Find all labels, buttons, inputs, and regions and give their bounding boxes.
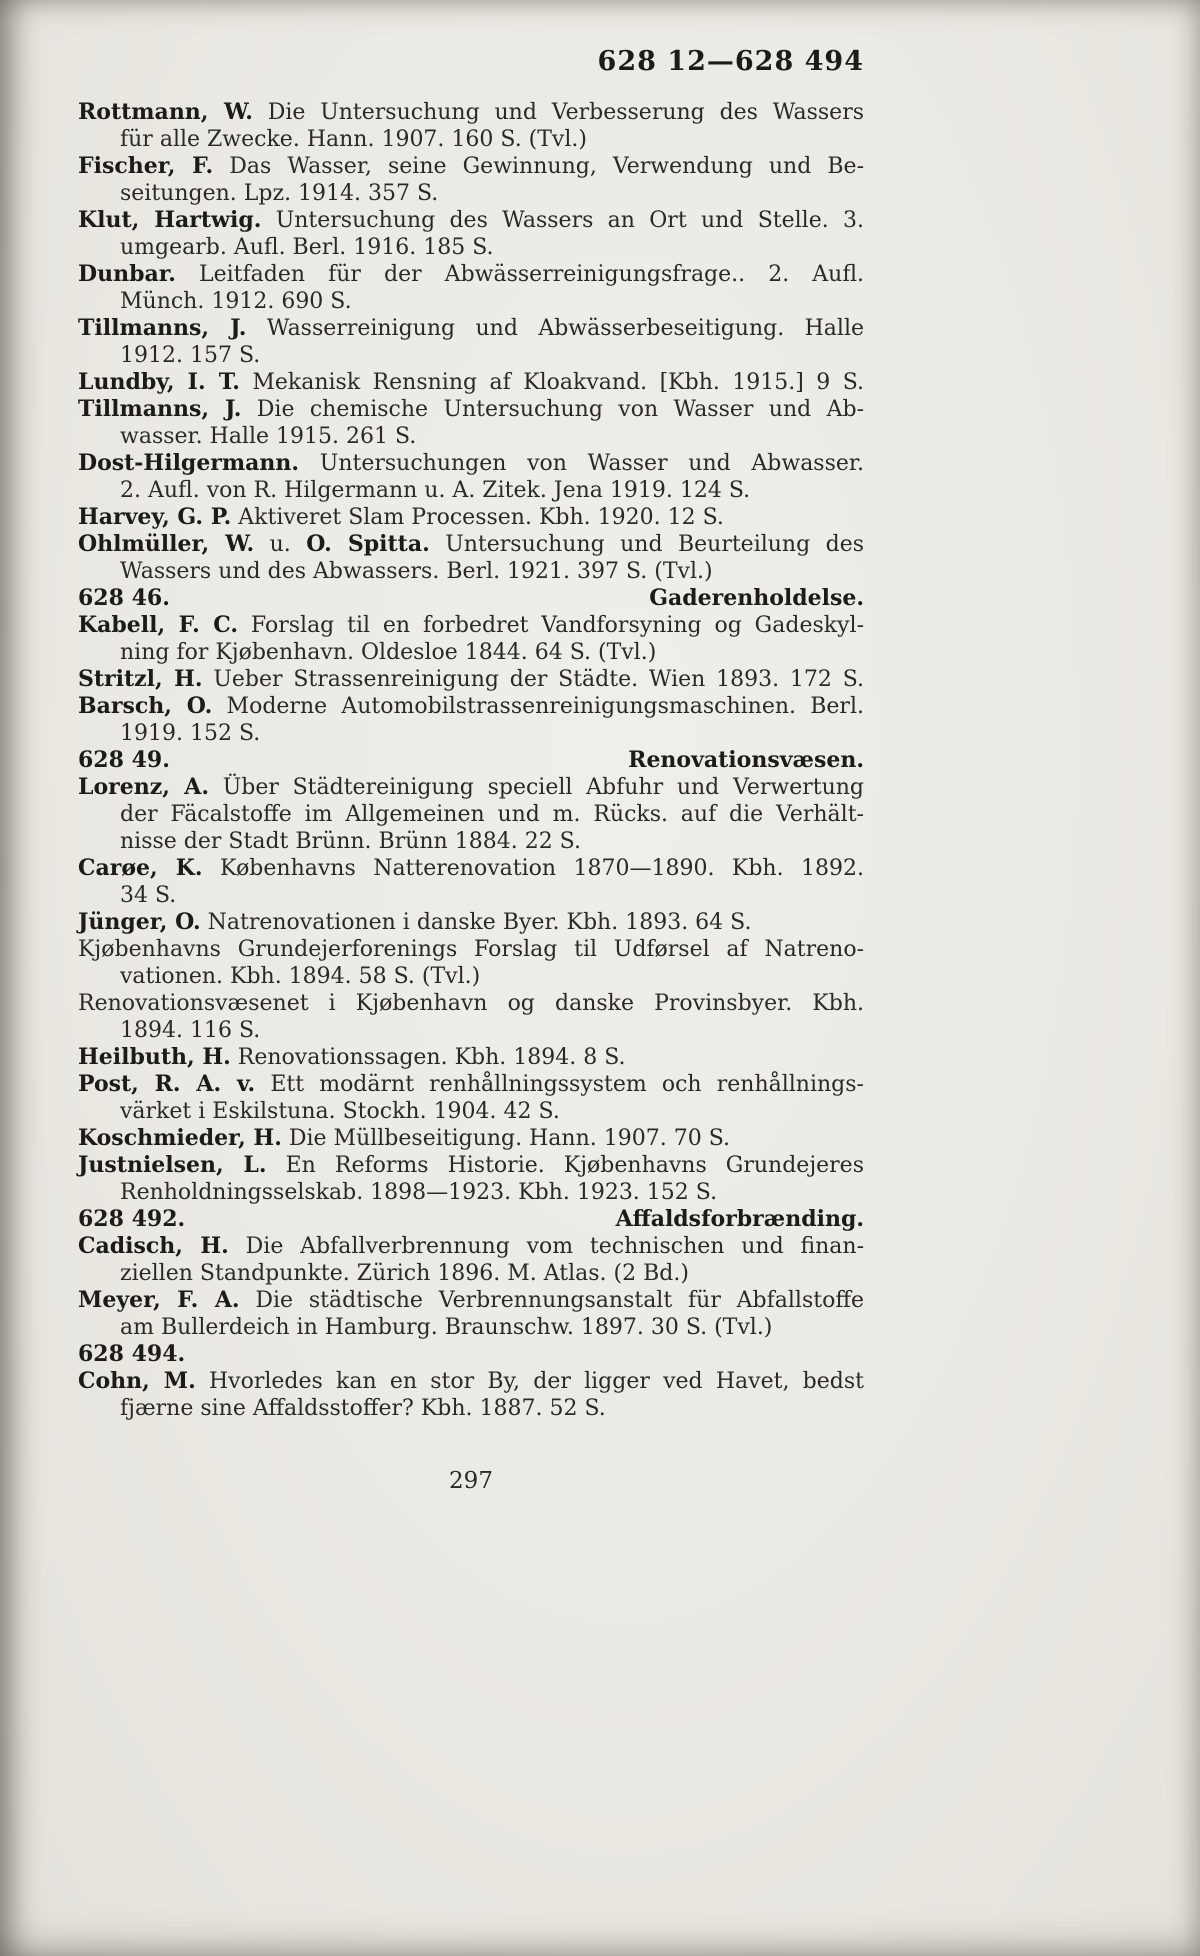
entry-line [78,774,864,801]
section-code: 628 494. [78,1341,186,1367]
entry-author: Rottmann, W. [78,99,253,125]
entry-line [78,126,864,153]
entry-line [78,423,864,450]
entry-line [78,1368,864,1395]
entry-text: Renovationssagen. Kbh. 1894. 8 S. [230,1045,626,1070]
entry-text: Moderne Automobilstrassenreinigungsmaschinen. Berl. [212,694,864,719]
entry-text: u. [254,532,307,557]
entry-text: 1894. 116 S. [120,1018,261,1043]
entry-author: Tillmanns, J. [78,396,242,422]
entry-line [78,180,864,207]
entry-author: Justnielsen, L. [78,1152,267,1178]
entry-line [78,1233,864,1260]
entry-line [78,1152,864,1179]
section-code: 628 492. [78,1206,186,1232]
entry-author: Jünger, O. [78,909,201,935]
entry-line [78,234,864,261]
entry-line [78,990,864,1017]
entry-line [78,1395,864,1422]
entry-author: Lorenz, A. [78,774,209,800]
entry-text: Kjøbenhavns Grundejerforenings Forslag til Udførsel af Natreno- [78,937,864,962]
entry-text: Die chemische Untersuchung von Wasser und Ab- [241,397,864,422]
bibliography-text [78,99,864,1422]
entry-text: Wasserreinigung und Abwässerbeseitigung. Halle [246,316,864,341]
entry-line [78,801,864,828]
entry-line [78,558,864,585]
entry-line [78,207,864,234]
entry-line [78,882,864,909]
entry-text: ning for Kjøbenhavn. Oldesloe 1844. 64 S. (Tvl.) [120,640,657,665]
entry-text: 1912. 157 S. [120,343,261,368]
entry-author: Post, R. A. v. [78,1071,256,1097]
entry-text: am Bullerdeich in Hamburg. Braunschw. 1897. 30 S. (Tvl.) [120,1315,773,1340]
entry-text: Leitfaden für der Abwässerreinigungsfrage.. 2. Aufl. [175,262,864,287]
entry-text: wasser. Halle 1915. 261 S. [120,424,417,449]
entry-author: O. Spitta. [306,531,430,557]
entry-text: umgearb. Aufl. Berl. 1916. 185 S. [120,235,494,260]
section-title: Gaderenholdelse. [649,585,864,611]
entry-text: Das Wasser, seine Gewinnung, Verwendung und Be- [213,154,865,179]
entry-text: En Reforms Historie. Kjøbenhavns Grundejeres [266,1153,864,1178]
section-title: Renovationsvæsen. [628,747,864,773]
entry-line [78,612,864,639]
entry-text: värket i Eskilstuna. Stockh. 1904. 42 S. [120,1099,560,1124]
entry-text: Wassers und des Abwassers. Berl. 1921. 397 S. (Tvl.) [120,559,713,584]
entry-text: Die Untersuchung und Verbesserung des Wassers [252,100,864,125]
entry-text: für alle Zwecke. Hann. 1907. 160 S. (Tvl.) [120,127,587,152]
entry-text: Renovationsvæsenet i Kjøbenhavn og danske Provinsbyer. Kbh. [78,991,864,1016]
entry-line [78,909,864,936]
entry-line [78,693,864,720]
entry-text: Untersuchungen von Wasser und Abwasser. [299,451,864,476]
entry-text: ziellen Standpunkte. Zürich 1896. M. Atlas. (2 Bd.) [120,1261,689,1286]
entry-author: Koschmieder, H. [78,1125,282,1151]
entry-text: Københavns Natterenovation 1870—1890. Kbh. 1892. [202,856,864,881]
entry-author: Harvey, G. P. [78,504,232,530]
text-column [78,46,864,1495]
entry-text: Die Abfallverbrennung vom technischen und finan- [228,1234,865,1259]
entry-line [78,1314,864,1341]
section-code: 628 49. [78,747,170,773]
entry-author: Stritzl, H. [78,666,203,692]
entry-text: Ett modärnt renhållningssystem och renhållnings- [255,1072,864,1097]
entry-line [78,720,864,747]
entry-text: 34 S. [120,883,177,908]
entry-text: Die städtische Verbrennungsanstalt für Abfallstoffe [239,1288,864,1313]
entry-text: Forslag til en forbedret Vandforsyning og Gadeskyl- [238,613,864,638]
section-heading [78,585,864,612]
entry-line [78,828,864,855]
entry-line [78,531,864,558]
entry-text: der Fäcalstoffe im Allgemeinen und m. Rücks. auf die Verhält- [120,802,864,827]
entry-text: Untersuchung und Beurteilung des [429,532,865,557]
section-code: 628 46. [78,585,170,611]
entry-line [78,1287,864,1314]
entry-line [78,504,864,531]
entry-text: Renholdningsselskab. 1898—1923. Kbh. 1923. 152 S. [120,1180,718,1205]
entry-line [78,936,864,963]
section-heading [78,747,864,774]
entry-text: Mekanisk Rensning af Kloakvand. [Kbh. 1915.] 9 S. [239,370,864,395]
entry-text: Aktiveret Slam Processen. Kbh. 1920. 12 S. [231,505,724,530]
entry-text: 1919. 152 S. [120,721,261,746]
entry-author: Fischer, F. [78,153,214,179]
entry-author: Dost-Hilgermann. [78,450,300,476]
entry-text: vationen. Kbh. 1894. 58 S. (Tvl.) [120,964,481,989]
entry-line [78,666,864,693]
entry-line [78,639,864,666]
entry-author: Barsch, O. [78,693,213,719]
entry-author: Cadisch, H. [78,1233,229,1259]
entry-line [78,1098,864,1125]
section-heading [78,1206,864,1233]
entry-line [78,153,864,180]
entry-line [78,1125,864,1152]
entry-author: Heilbuth, H. [78,1044,231,1070]
entry-line [78,396,864,423]
entry-author: Klut, Hartwig. [78,207,262,233]
entry-author: Lundby, I. T. [78,369,240,395]
entry-line [78,1017,864,1044]
entry-line [78,369,864,396]
entry-author: Meyer, F. A. [78,1287,240,1313]
section-heading [78,1341,864,1368]
entry-text: Hvorledes kan en stor By, der ligger ved Havet, bedst [195,1369,864,1394]
entry-line [78,1044,864,1071]
entry-line [78,450,864,477]
entry-text: seitungen. Lpz. 1914. 357 S. [120,181,439,206]
page-number: 297 [449,1468,493,1494]
entry-line [78,1071,864,1098]
entry-text: Untersuchung des Wassers an Ort und Stelle. 3. [261,208,865,233]
entry-text: Ueber Strassenreinigung der Städte. Wien 1893. 172 S. [202,667,864,692]
entry-line [78,342,864,369]
entry-text: fjærne sine Affaldsstoffer? Kbh. 1887. 52 S. [120,1396,606,1421]
entry-text: Natrenovationen i danske Byer. Kbh. 1893. 64 S. [200,910,752,935]
entry-line [78,288,864,315]
entry-line [78,1179,864,1206]
entry-text: Münch. 1912. 690 S. [120,289,352,314]
entry-line [78,477,864,504]
entry-text: Über Städtereinigung speciell Abfuhr und Verwertung [209,775,865,800]
entry-line [78,261,864,288]
entry-line [78,315,864,342]
entry-text: nisse der Stadt Brünn. Brünn 1884. 22 S. [120,829,581,854]
entry-author: Carøe, K. [78,855,203,881]
entry-line [78,99,864,126]
entry-line [78,855,864,882]
entry-text: 2. Aufl. von R. Hilgermann u. A. Zitek. Jena 1919. 124 S. [120,478,751,503]
page-header-classification-range: 628 12—628 494 [597,46,864,77]
entry-text: Die Müllbeseitigung. Hann. 1907. 70 S. [281,1126,730,1151]
entry-author: Dunbar. [78,261,176,287]
entry-author: Kabell, F. C. [78,612,239,638]
entry-author: Cohn, M. [78,1368,196,1394]
entry-line [78,1260,864,1287]
entry-line [78,963,864,990]
entry-author: Ohlmüller, W. [78,531,255,557]
entry-author: Tillmanns, J. [78,315,247,341]
section-title: Affaldsforbrænding. [615,1206,864,1232]
